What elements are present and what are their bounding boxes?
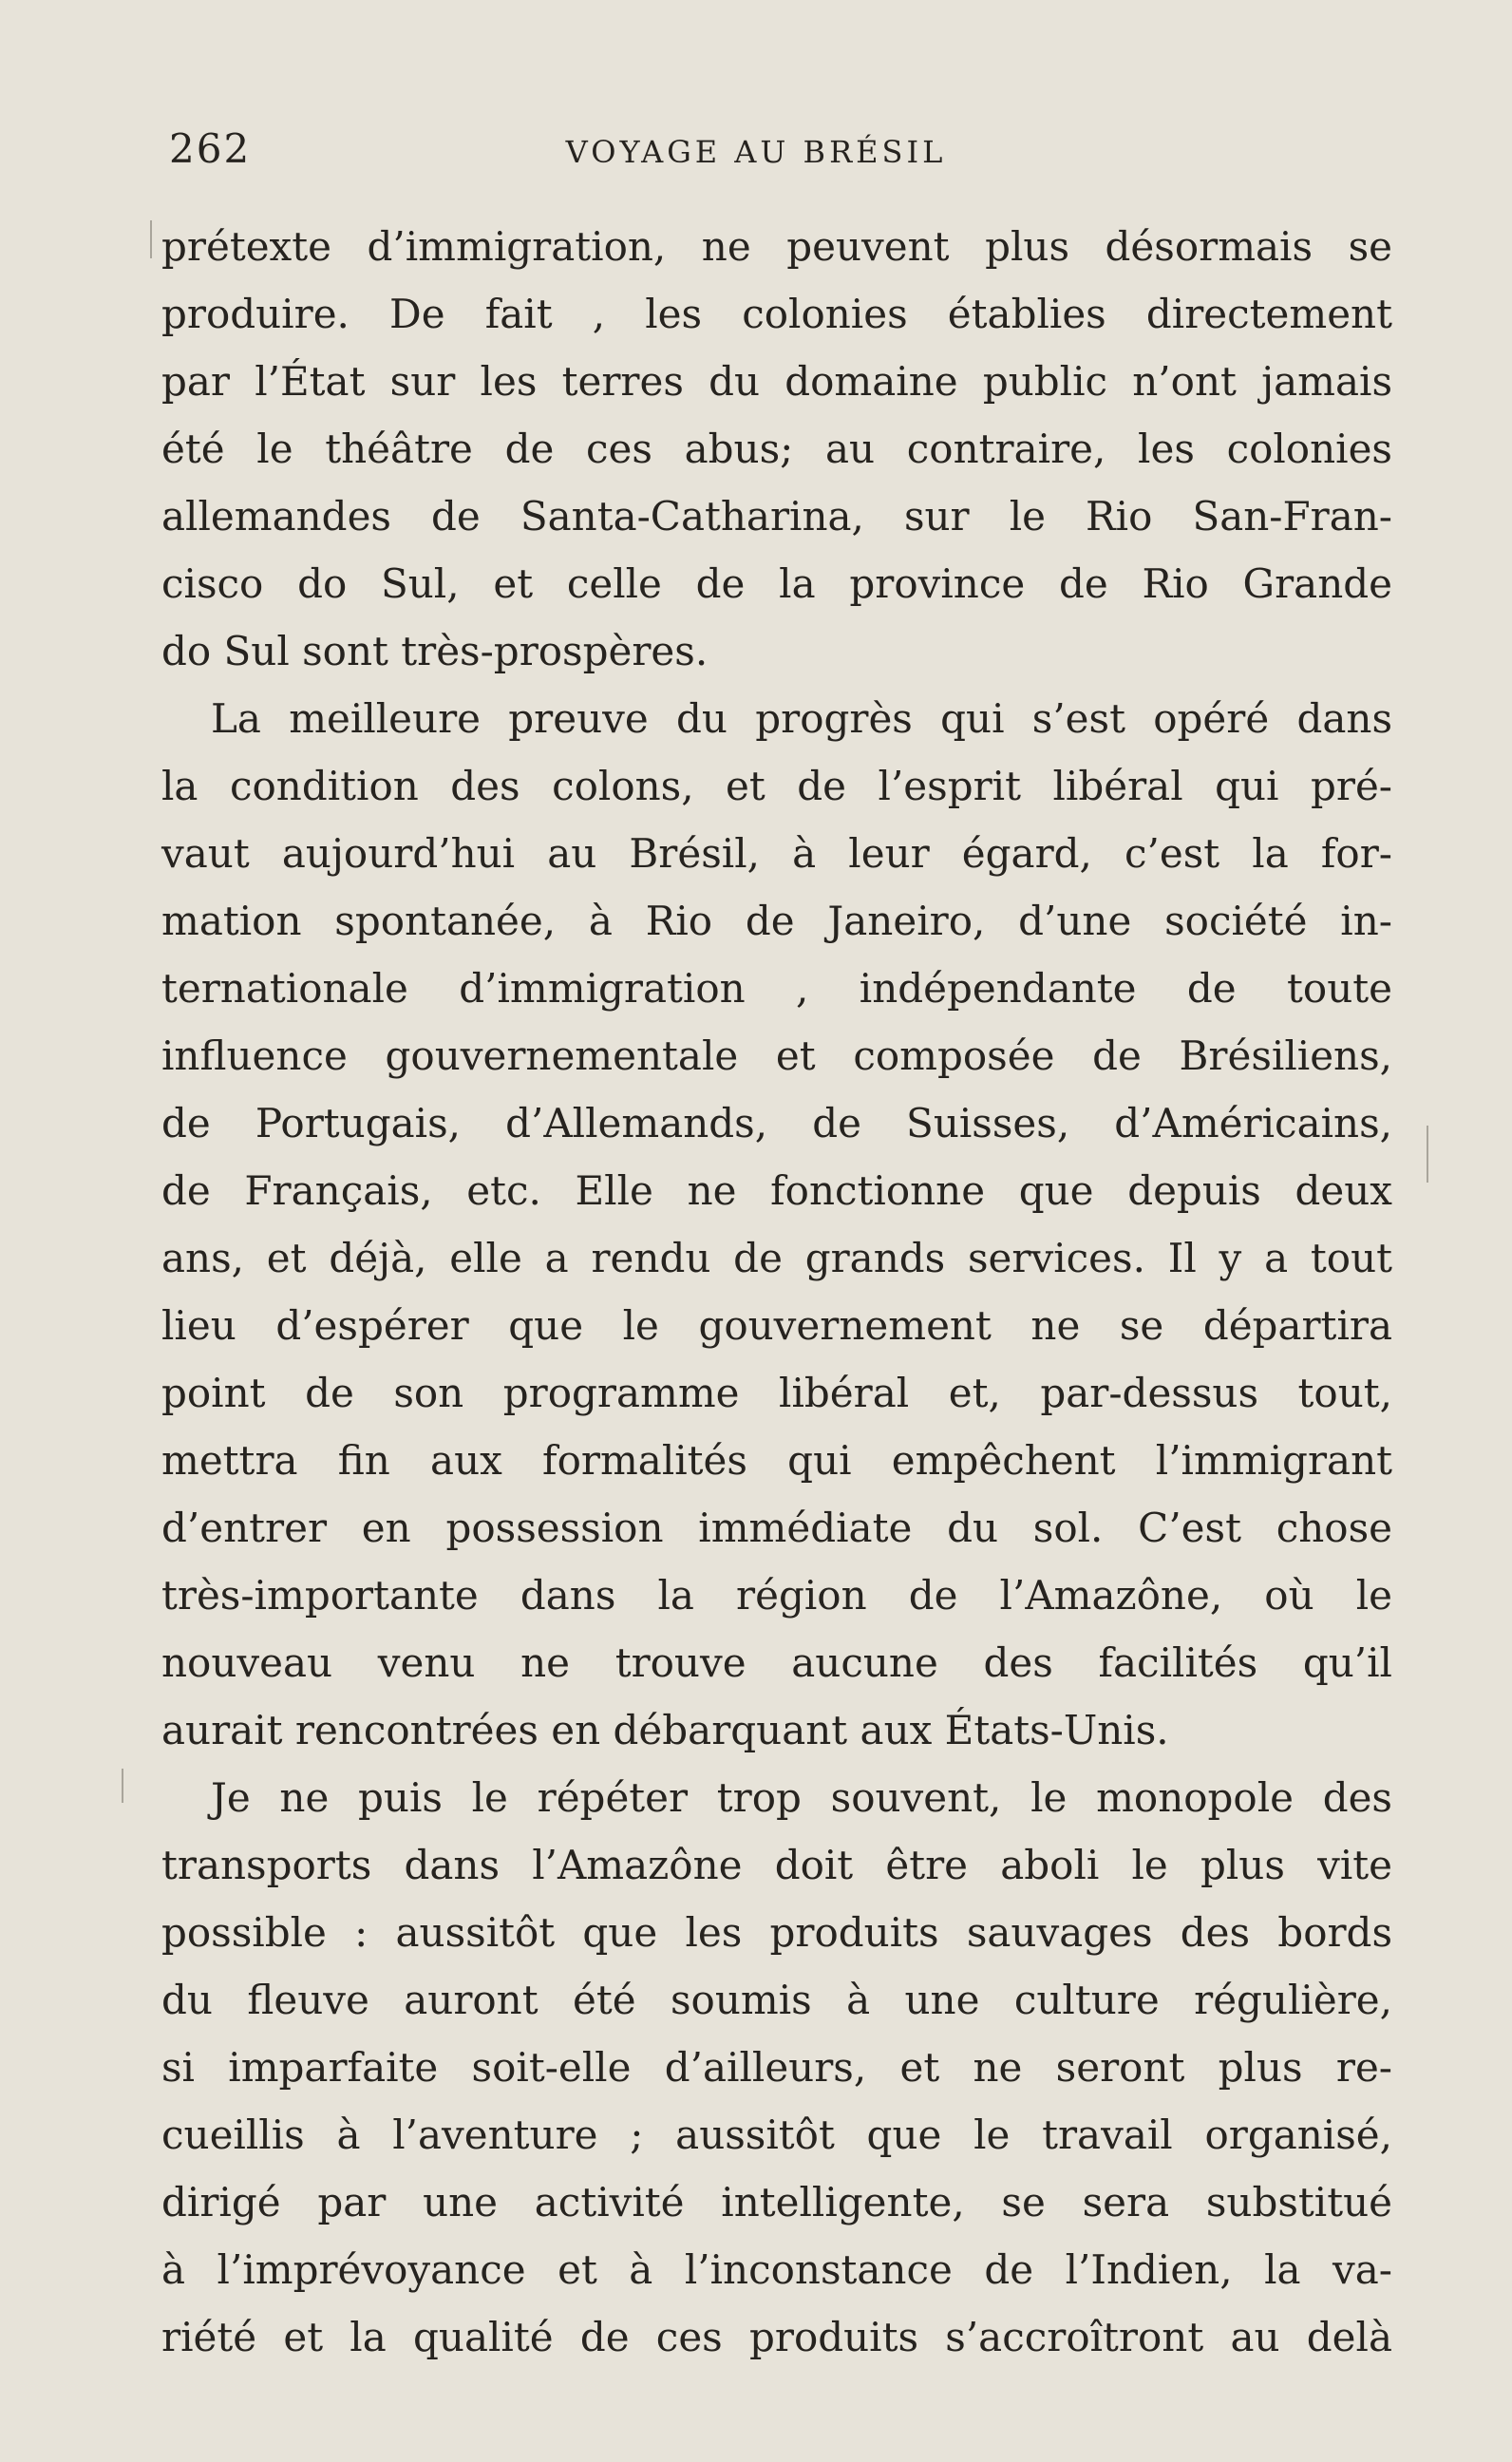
text-line: de Français, etc. Elle ne fonctionne que depuis deux	[161, 1167, 1392, 1214]
margin-mark	[150, 220, 152, 258]
text-line: La meilleure preuve du progrès qui s’est opéré dans	[211, 695, 1392, 742]
text-line: cueillis à l’aventure ; aussitôt que le travail organisé,	[161, 2112, 1392, 2158]
text-line: produire. De fait , les colonies établies directement	[161, 291, 1392, 337]
text-line: par l’État sur les terres du domaine public n’ont jamais	[161, 358, 1392, 405]
text-line: la condition des colons, et de l’esprit libéral qui pré-	[161, 763, 1392, 809]
text-line: été le théâtre de ces abus; au contraire, les colonies	[161, 426, 1392, 472]
text-line: dirigé par une activité intelligente, se sera substitué	[161, 2179, 1392, 2225]
text-line: à l’imprévoyance et à l’inconstance de l’Indien, la va-	[161, 2246, 1392, 2293]
text-line: lieu d’espérer que le gouvernement ne se départira	[161, 1302, 1392, 1349]
margin-mark	[1427, 1126, 1428, 1183]
text-line: prétexte d’immigration, ne peuvent plus désormais se	[161, 223, 1392, 270]
text-line: ans, et déjà, elle a rendu de grands services. Il y a tout	[161, 1235, 1392, 1281]
text-line: influence gouvernementale et composée de Brésiliens,	[161, 1032, 1392, 1079]
text-line: vaut aujourd’hui au Brésil, à leur égard, c’est la for-	[161, 830, 1392, 877]
text-line: transports dans l’Amazône doit être aboli le plus vite	[161, 1842, 1392, 1888]
text-line: mettra fin aux formalités qui empêchent l’immigrant	[161, 1437, 1392, 1484]
text-line: de Portugais, d’Allemands, de Suisses, d’Américains,	[161, 1100, 1392, 1146]
text-line: mation spontanée, à Rio de Janeiro, d’une société in-	[161, 898, 1392, 944]
page-number: 262	[169, 125, 252, 172]
text-line: ternationale d’immigration , indépendante de toute	[161, 965, 1392, 1012]
text-line: du fleuve auront été soumis à une culture régulière,	[161, 1977, 1392, 2023]
body-text	[161, 213, 1392, 2371]
margin-mark	[122, 1769, 123, 1803]
text-line: nouveau venu ne trouve aucune des facilités qu’il	[161, 1639, 1392, 1686]
text-line: Je ne puis le répéter trop souvent, le monopole des	[211, 1774, 1392, 1821]
text-line: d’entrer en possession immédiate du sol. C’est chose	[161, 1505, 1392, 1551]
running-title: VOYAGE AU BRÉSIL	[565, 134, 947, 170]
text-line: possible : aussitôt que les produits sauvages des bords	[161, 1909, 1392, 1956]
text-line: aurait rencontrées en débarquant aux États-Unis.	[161, 1707, 1169, 1753]
text-line: point de son programme libéral et, par-dessus tout,	[161, 1370, 1392, 1416]
text-line: cisco do Sul, et celle de la province de Rio Grande	[161, 560, 1392, 607]
text-line: très-importante dans la région de l’Amazône, où le	[161, 1572, 1392, 1619]
text-line: allemandes de Santa-Catharina, sur le Rio San-Fran-	[161, 493, 1392, 540]
text-line: si imparfaite soit-elle d’ailleurs, et ne seront plus re-	[161, 2044, 1392, 2091]
text-line: riété et la qualité de ces produits s’accroîtront au delà	[161, 2314, 1392, 2360]
text-line: do Sul sont très-prospères.	[161, 628, 709, 674]
